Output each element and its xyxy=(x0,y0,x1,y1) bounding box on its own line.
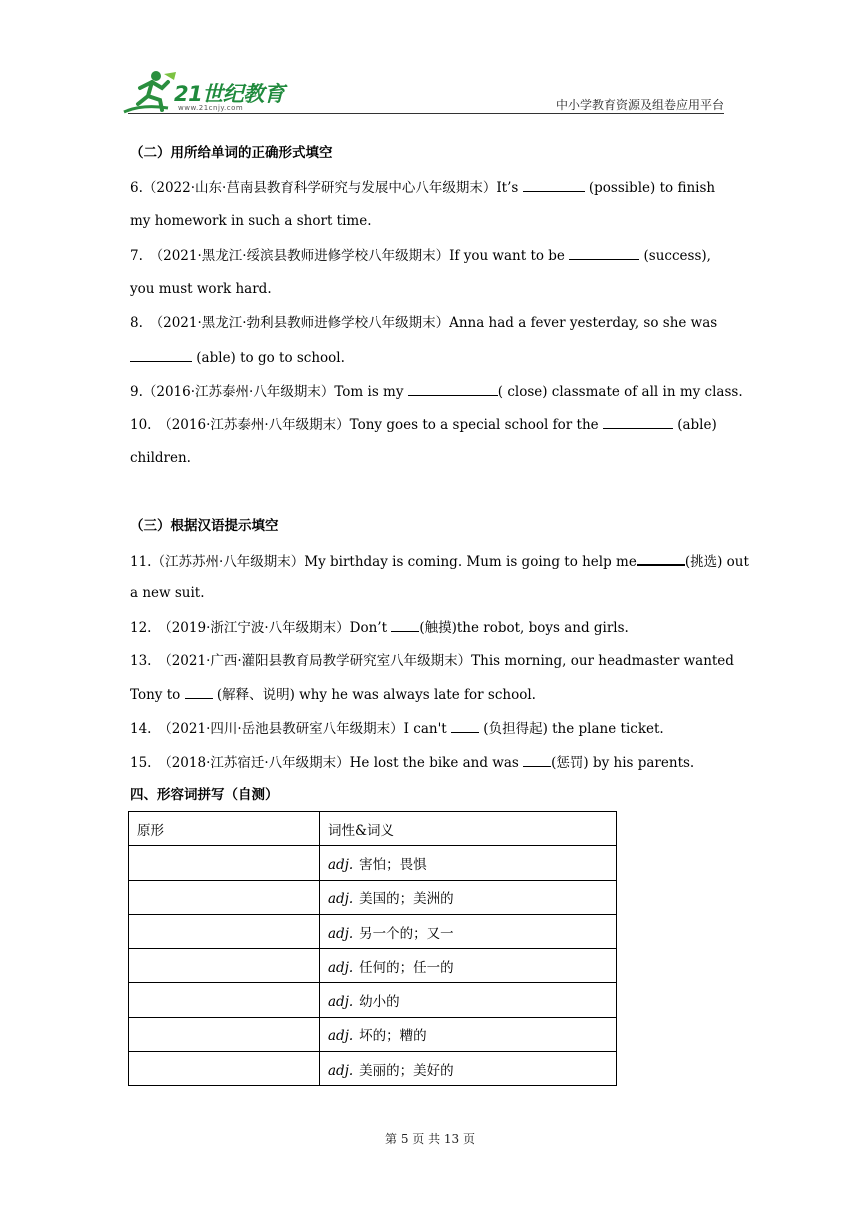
adjective-table xyxy=(128,811,617,1086)
question-10-line-2: children. xyxy=(130,450,191,466)
section-4-title: 四、形容词拼写（自测） xyxy=(130,787,279,803)
question-14-text: 14. （2021·四川·岳池县教研室八年级期末）I can't xyxy=(130,721,452,737)
answer-blank xyxy=(130,347,192,362)
logo-text: 21世纪教育 xyxy=(174,82,285,106)
question-6-line-2: my homework in such a short time. xyxy=(130,213,372,229)
question-15 xyxy=(130,752,732,773)
site-logo xyxy=(122,68,292,118)
question-6-text: 6.（2022·山东·莒南县教育科学研究与发展中心八年级期末）It’s xyxy=(130,180,523,196)
runner-logo-icon xyxy=(122,68,182,118)
table-row xyxy=(129,1017,617,1051)
answer-blank xyxy=(523,752,551,767)
question-11-text: 11.（江苏苏州·八年级期末）My birthday is coming. Mum is going to help me xyxy=(130,554,637,570)
question-9 xyxy=(130,381,743,402)
question-8-line-2 xyxy=(130,347,732,368)
meaning-text: 坏的；糟的 xyxy=(359,1028,427,1045)
question-7-line-1 xyxy=(130,245,732,266)
question-11-hint: (挑选) out xyxy=(684,554,749,570)
question-6-hint: (possible) to finish xyxy=(584,180,716,196)
question-14 xyxy=(130,718,732,739)
table-row xyxy=(129,1052,617,1086)
meaning-cell xyxy=(320,914,617,948)
answer-cell[interactable] xyxy=(129,949,320,983)
part-of-speech: adj. xyxy=(328,856,354,873)
question-7-text: 7. （2021·黑龙江·绥滨县教师进修学校八年级期末）If you want to be xyxy=(130,248,570,264)
question-14-hint: (负担得起) the plane ticket. xyxy=(479,721,664,737)
answer-cell[interactable] xyxy=(129,846,320,880)
question-11-line-2: a new suit. xyxy=(130,585,205,601)
part-of-speech: adj. xyxy=(328,1062,354,1079)
question-8-hint: (able) to go to school. xyxy=(192,350,345,366)
question-6-line-1 xyxy=(130,177,732,198)
answer-blank xyxy=(451,718,479,733)
meaning-cell xyxy=(320,846,617,880)
meaning-text: 美国的；美洲的 xyxy=(359,891,454,908)
section-2-title: （二）用所给单词的正确形式填空 xyxy=(130,145,333,161)
meaning-text: 幼小的 xyxy=(359,994,400,1011)
question-15-hint: (惩罚) by his parents. xyxy=(551,755,695,771)
question-13-line-1: 13. （2021·广西·灌阳县教育局教学研究室八年级期末）This morning, our headmaster wanted xyxy=(130,653,734,669)
table-row xyxy=(129,949,617,983)
question-10-hint: (able) xyxy=(672,417,717,433)
platform-name: 中小学教育资源及组卷应用平台 xyxy=(555,98,724,112)
part-of-speech: adj. xyxy=(328,891,354,908)
question-10-text: 10. （2016·江苏泰州·八年级期末）Tony goes to a special school for the xyxy=(130,417,603,433)
answer-cell[interactable] xyxy=(129,983,320,1017)
column-header-base-form: 原形 xyxy=(129,812,320,846)
question-13-text: Tony to xyxy=(130,687,185,703)
question-9-text: 9.（2016·江苏泰州·八年级期末）Tom is my xyxy=(130,384,408,400)
answer-cell[interactable] xyxy=(129,1017,320,1051)
column-header-meaning: 词性&词义 xyxy=(320,812,617,846)
meaning-cell xyxy=(320,1052,617,1086)
table-row xyxy=(129,846,617,880)
question-12-text: 12. （2019·浙江宁波·八年级期末）Don’t xyxy=(130,620,392,636)
question-12-hint: (触摸)the robot, boys and girls. xyxy=(419,620,629,636)
question-9-hint: ( close) classmate of all in my class. xyxy=(497,384,743,400)
part-of-speech: adj. xyxy=(328,1028,354,1045)
meaning-text: 美丽的；美好的 xyxy=(359,1062,454,1079)
page-number: 第 5 页 共 13 页 xyxy=(385,1132,475,1146)
meaning-text: 任何的；任一的 xyxy=(359,959,454,976)
meaning-cell xyxy=(320,983,617,1017)
meaning-cell xyxy=(320,949,617,983)
table-row xyxy=(129,983,617,1017)
table-row xyxy=(129,880,617,914)
part-of-speech: adj. xyxy=(328,994,354,1011)
answer-blank xyxy=(569,245,639,260)
section-3-title: （三）根据汉语提示填空 xyxy=(130,518,279,534)
question-15-text: 15. （2018·江苏宿迁·八年级期末）He lost the bike and was xyxy=(130,755,524,771)
meaning-cell xyxy=(320,880,617,914)
question-8-line-1: 8. （2021·黑龙江·勃利县教师进修学校八年级期末）Anna had a fever yesterday, so she was xyxy=(130,315,718,331)
answer-cell[interactable] xyxy=(129,914,320,948)
question-11-line-1 xyxy=(130,550,749,572)
answer-cell[interactable] xyxy=(129,1052,320,1086)
question-10-line-1 xyxy=(130,414,732,435)
table-row xyxy=(129,914,617,948)
answer-blank xyxy=(523,177,585,192)
meaning-text: 害怕；畏惧 xyxy=(359,856,427,873)
answer-blank xyxy=(391,617,419,632)
part-of-speech: adj. xyxy=(328,925,354,942)
question-12 xyxy=(130,617,732,638)
meaning-cell xyxy=(320,1017,617,1051)
question-7-hint: (success), xyxy=(639,248,711,264)
answer-blank xyxy=(185,684,213,699)
answer-blank xyxy=(637,550,685,566)
question-7-line-2: you must work hard. xyxy=(130,281,272,297)
meaning-text: 另一个的；又一 xyxy=(359,925,454,942)
question-13-line-2 xyxy=(130,684,732,705)
logo-url: www.21cnjy.com xyxy=(178,104,244,112)
question-13-hint: (解释、说明) why he was always late for school. xyxy=(212,687,536,703)
header-divider xyxy=(128,113,724,114)
answer-blank xyxy=(408,381,498,396)
answer-cell[interactable] xyxy=(129,880,320,914)
answer-blank xyxy=(603,414,673,429)
part-of-speech: adj. xyxy=(328,959,354,976)
table-header-row xyxy=(129,812,617,846)
